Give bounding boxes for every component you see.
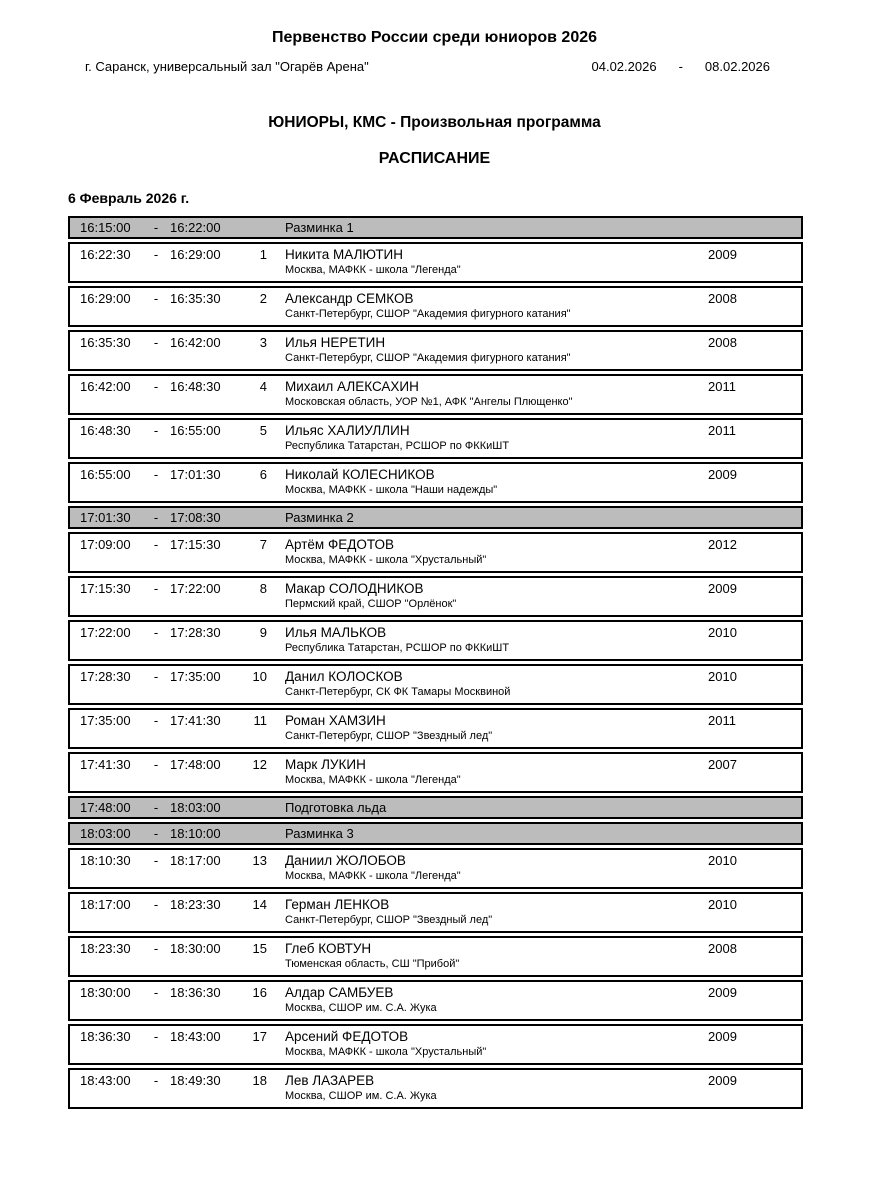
end-time: 16:35:30 (170, 291, 221, 306)
skater-row (68, 532, 803, 573)
start-time: 16:48:30 (80, 423, 131, 438)
time-separator: - (153, 757, 159, 772)
end-time: 18:03:00 (170, 800, 221, 815)
skater-row-main-line (80, 581, 801, 596)
start-number: 12 (252, 757, 267, 772)
skater-row-main-line (80, 467, 801, 482)
birth-year: 2011 (708, 379, 736, 394)
skater-club: Москва, СШОР им. С.А. Жука (285, 1090, 437, 1102)
start-time: 18:43:00 (80, 1073, 131, 1088)
end-time: 18:23:30 (170, 897, 221, 912)
skater-name: Лев ЛАЗАРЕВ (285, 1073, 375, 1088)
skater-name: Даниил ЖОЛОБОВ (285, 853, 406, 868)
start-number: 16 (252, 985, 267, 1000)
schedule-title: РАСПИСАНИЕ (378, 150, 491, 167)
birth-year: 2008 (708, 941, 737, 956)
category-title: ЮНИОРЫ, КМС - Произвольная программа (268, 114, 601, 131)
time-separator: - (153, 1073, 159, 1088)
end-time: 16:55:00 (170, 423, 221, 438)
start-number: 5 (259, 423, 267, 438)
skater-club: Москва, МАФКК - школа "Хрустальный" (285, 1046, 487, 1058)
start-time: 17:28:30 (80, 669, 131, 684)
skater-row-main-line (80, 537, 801, 552)
start-time: 16:29:00 (80, 291, 131, 306)
skater-row (68, 286, 803, 327)
start-time: 18:03:00 (80, 826, 131, 841)
end-time: 17:41:30 (170, 713, 221, 728)
time-separator: - (153, 1029, 159, 1044)
skater-row (68, 664, 803, 705)
start-time: 17:35:00 (80, 713, 131, 728)
event-date: 6 Февраль 2026 г. (68, 190, 190, 206)
start-time: 16:35:30 (80, 335, 131, 350)
end-time: 17:08:30 (170, 510, 221, 525)
birth-year: 2010 (708, 897, 737, 912)
start-time: 17:15:30 (80, 581, 131, 596)
end-time: 16:29:00 (170, 247, 221, 262)
skater-row-main-line (80, 291, 801, 306)
end-time: 18:49:30 (170, 1073, 221, 1088)
skater-club: Санкт-Петербург, СШОР "Академия фигурного катания" (285, 308, 571, 320)
skater-row (68, 1024, 803, 1065)
start-number: 8 (259, 581, 267, 596)
time-separator: - (153, 335, 159, 350)
skater-club: Санкт-Петербург, СШОР "Академия фигурного катания" (285, 352, 571, 364)
skater-row-main-line (80, 853, 801, 868)
birth-year: 2009 (708, 581, 737, 596)
birth-year: 2009 (708, 1073, 737, 1088)
skater-name: Алдар САМБУЕВ (285, 985, 394, 1000)
birth-year: 2010 (708, 669, 737, 684)
skater-row (68, 620, 803, 661)
birth-year: 2008 (708, 291, 737, 306)
start-time: 17:01:30 (80, 510, 131, 525)
skater-row (68, 576, 803, 617)
break-label: Подготовка льда (285, 800, 387, 815)
skater-row-main-line (80, 669, 801, 684)
start-number: 7 (259, 537, 267, 552)
break-row (68, 216, 803, 239)
skater-club: Московская область, УОР №1, АФК "Ангелы Плющенко" (285, 396, 573, 408)
start-time: 16:15:00 (80, 220, 131, 235)
start-number: 13 (252, 853, 267, 868)
skater-name: Николай КОЛЕСНИКОВ (285, 467, 435, 482)
start-number: 15 (252, 941, 267, 956)
skater-row-main-line (80, 335, 801, 350)
start-number: 11 (253, 713, 267, 728)
start-time: 18:36:30 (80, 1029, 131, 1044)
skater-row-main-line (80, 941, 801, 956)
skater-club: Москва, МАФКК - школа "Легенда" (285, 774, 461, 786)
skater-row (68, 330, 803, 371)
start-number: 9 (259, 625, 267, 640)
skater-row (68, 980, 803, 1021)
skater-club: Москва, МАФКК - школа "Хрустальный" (285, 554, 487, 566)
skater-name: Макар СОЛОДНИКОВ (285, 581, 424, 596)
break-label: Разминка 2 (285, 510, 354, 525)
start-number: 17 (252, 1029, 267, 1044)
time-separator: - (153, 537, 159, 552)
skater-name: Илья МАЛЬКОВ (285, 625, 387, 640)
skater-row-main-line (80, 423, 801, 438)
start-time: 16:22:30 (80, 247, 131, 262)
time-separator: - (153, 581, 159, 596)
birth-year: 2009 (708, 247, 737, 262)
skater-club: Санкт-Петербург, СК ФК Тамары Москвиной (285, 686, 511, 698)
skater-row-main-line (80, 1029, 801, 1044)
skater-row (68, 1068, 803, 1109)
start-time: 17:09:00 (80, 537, 131, 552)
start-time: 18:17:00 (80, 897, 131, 912)
start-time: 17:41:30 (80, 757, 131, 772)
date-to: 08.02.2026 (704, 59, 770, 74)
skater-row-main-line (80, 625, 801, 640)
schedule-table (68, 216, 803, 1109)
start-time: 17:22:00 (80, 625, 131, 640)
skater-name: Арсений ФЕДОТОВ (285, 1029, 409, 1044)
event-dates (592, 59, 771, 74)
time-separator: - (153, 291, 159, 306)
start-time: 17:48:00 (80, 800, 131, 815)
start-number: 6 (259, 467, 267, 482)
skater-row (68, 752, 803, 793)
time-separator: - (153, 379, 159, 394)
document-title: Первенство России среди юниоров 2026 (271, 29, 598, 46)
venue-text: г. Саранск, универсальный зал "Огарёв Арена" (85, 59, 369, 74)
skater-name: Марк ЛУКИН (285, 757, 366, 772)
end-time: 17:01:30 (170, 467, 221, 482)
time-separator: - (153, 800, 159, 815)
skater-name: Илья НЕРЕТИН (285, 335, 386, 350)
skater-row-main-line (80, 713, 801, 728)
start-time: 18:23:30 (80, 941, 131, 956)
start-number: 18 (252, 1073, 267, 1088)
date-from: 04.02.2026 (591, 59, 657, 74)
break-row (68, 822, 803, 845)
date-range-separator: - (678, 59, 683, 74)
start-number: 2 (259, 291, 267, 306)
start-number: 1 (259, 247, 267, 262)
birth-year: 2009 (708, 985, 737, 1000)
birth-year: 2008 (708, 335, 737, 350)
skater-club: Москва, МАФКК - школа "Легенда" (285, 264, 461, 276)
time-separator: - (153, 985, 159, 1000)
start-number: 4 (259, 379, 267, 394)
time-separator: - (153, 423, 159, 438)
time-separator: - (153, 897, 159, 912)
start-number: 3 (259, 335, 267, 350)
skater-row-main-line (80, 985, 801, 1000)
start-number: 14 (252, 897, 267, 912)
time-separator: - (153, 713, 159, 728)
skater-club: Республика Татарстан, РСШОР по ФККиШТ (285, 642, 510, 654)
skater-row (68, 936, 803, 977)
skater-name: Герман ЛЕНКОВ (285, 897, 390, 912)
end-time: 17:28:30 (170, 625, 221, 640)
skater-name: Никита МАЛЮТИН (285, 247, 404, 262)
break-row (68, 796, 803, 819)
time-separator: - (153, 510, 159, 525)
time-separator: - (153, 941, 159, 956)
skater-name: Михаил АЛЕКСАХИН (285, 379, 419, 394)
birth-year: 2012 (708, 537, 737, 552)
skater-row-main-line (80, 757, 801, 772)
skater-row (68, 374, 803, 415)
start-time: 18:10:30 (80, 853, 131, 868)
skater-club: Санкт-Петербург, СШОР "Звездный лед" (285, 914, 493, 926)
skater-row-main-line (80, 1073, 801, 1088)
time-separator: - (153, 669, 159, 684)
start-time: 16:55:00 (80, 467, 131, 482)
end-time: 16:42:00 (170, 335, 221, 350)
skater-row (68, 708, 803, 749)
document-subheader (85, 59, 770, 74)
birth-year: 2010 (708, 853, 737, 868)
skater-club: Москва, МАФКК - школа "Легенда" (285, 870, 461, 882)
skater-row-main-line (80, 379, 801, 394)
skater-row (68, 892, 803, 933)
time-separator: - (153, 247, 159, 262)
time-separator: - (153, 220, 159, 235)
skater-club: Москва, СШОР им. С.А. Жука (285, 1002, 437, 1014)
end-time: 18:30:00 (170, 941, 221, 956)
end-time: 17:48:00 (170, 757, 221, 772)
skater-row (68, 848, 803, 889)
end-time: 18:17:00 (170, 853, 221, 868)
skater-club: Пермский край, СШОР "Орлёнок" (285, 598, 457, 610)
skater-row (68, 242, 803, 283)
birth-year: 2007 (708, 757, 737, 772)
time-separator: - (153, 826, 159, 841)
end-time: 18:43:00 (170, 1029, 221, 1044)
birth-year: 2009 (708, 467, 737, 482)
break-row (68, 506, 803, 529)
skater-name: Роман ХАМЗИН (285, 713, 386, 728)
end-time: 18:36:30 (170, 985, 221, 1000)
break-label: Разминка 3 (285, 826, 354, 841)
end-time: 17:22:00 (170, 581, 221, 596)
skater-club: Москва, МАФКК - школа "Наши надежды" (285, 484, 498, 496)
skater-name: Данил КОЛОСКОВ (285, 669, 403, 684)
start-number: 10 (252, 669, 267, 684)
skater-name: Глеб КОВТУН (285, 941, 372, 956)
skater-club: Санкт-Петербург, СШОР "Звездный лед" (285, 730, 493, 742)
skater-row-main-line (80, 247, 801, 262)
end-time: 16:22:00 (170, 220, 221, 235)
skater-club: Тюменская область, СШ "Прибой" (285, 958, 460, 970)
end-time: 16:48:30 (170, 379, 221, 394)
skater-club: Республика Татарстан, РСШОР по ФККиШТ (285, 440, 510, 452)
skater-row (68, 462, 803, 503)
end-time: 17:15:30 (170, 537, 221, 552)
end-time: 18:10:00 (170, 826, 221, 841)
skater-name: Ильяс ХАЛИУЛЛИН (285, 423, 410, 438)
time-separator: - (153, 467, 159, 482)
start-time: 16:42:00 (80, 379, 131, 394)
skater-row-main-line (80, 897, 801, 912)
time-separator: - (153, 625, 159, 640)
birth-year: 2011 (708, 423, 736, 438)
skater-name: Александр СЕМКОВ (285, 291, 414, 306)
skater-name: Артём ФЕДОТОВ (285, 537, 394, 552)
end-time: 17:35:00 (170, 669, 221, 684)
time-separator: - (153, 853, 159, 868)
break-label: Разминка 1 (285, 220, 354, 235)
skater-row (68, 418, 803, 459)
birth-year: 2009 (708, 1029, 737, 1044)
birth-year: 2011 (708, 713, 736, 728)
start-time: 18:30:00 (80, 985, 131, 1000)
birth-year: 2010 (708, 625, 737, 640)
